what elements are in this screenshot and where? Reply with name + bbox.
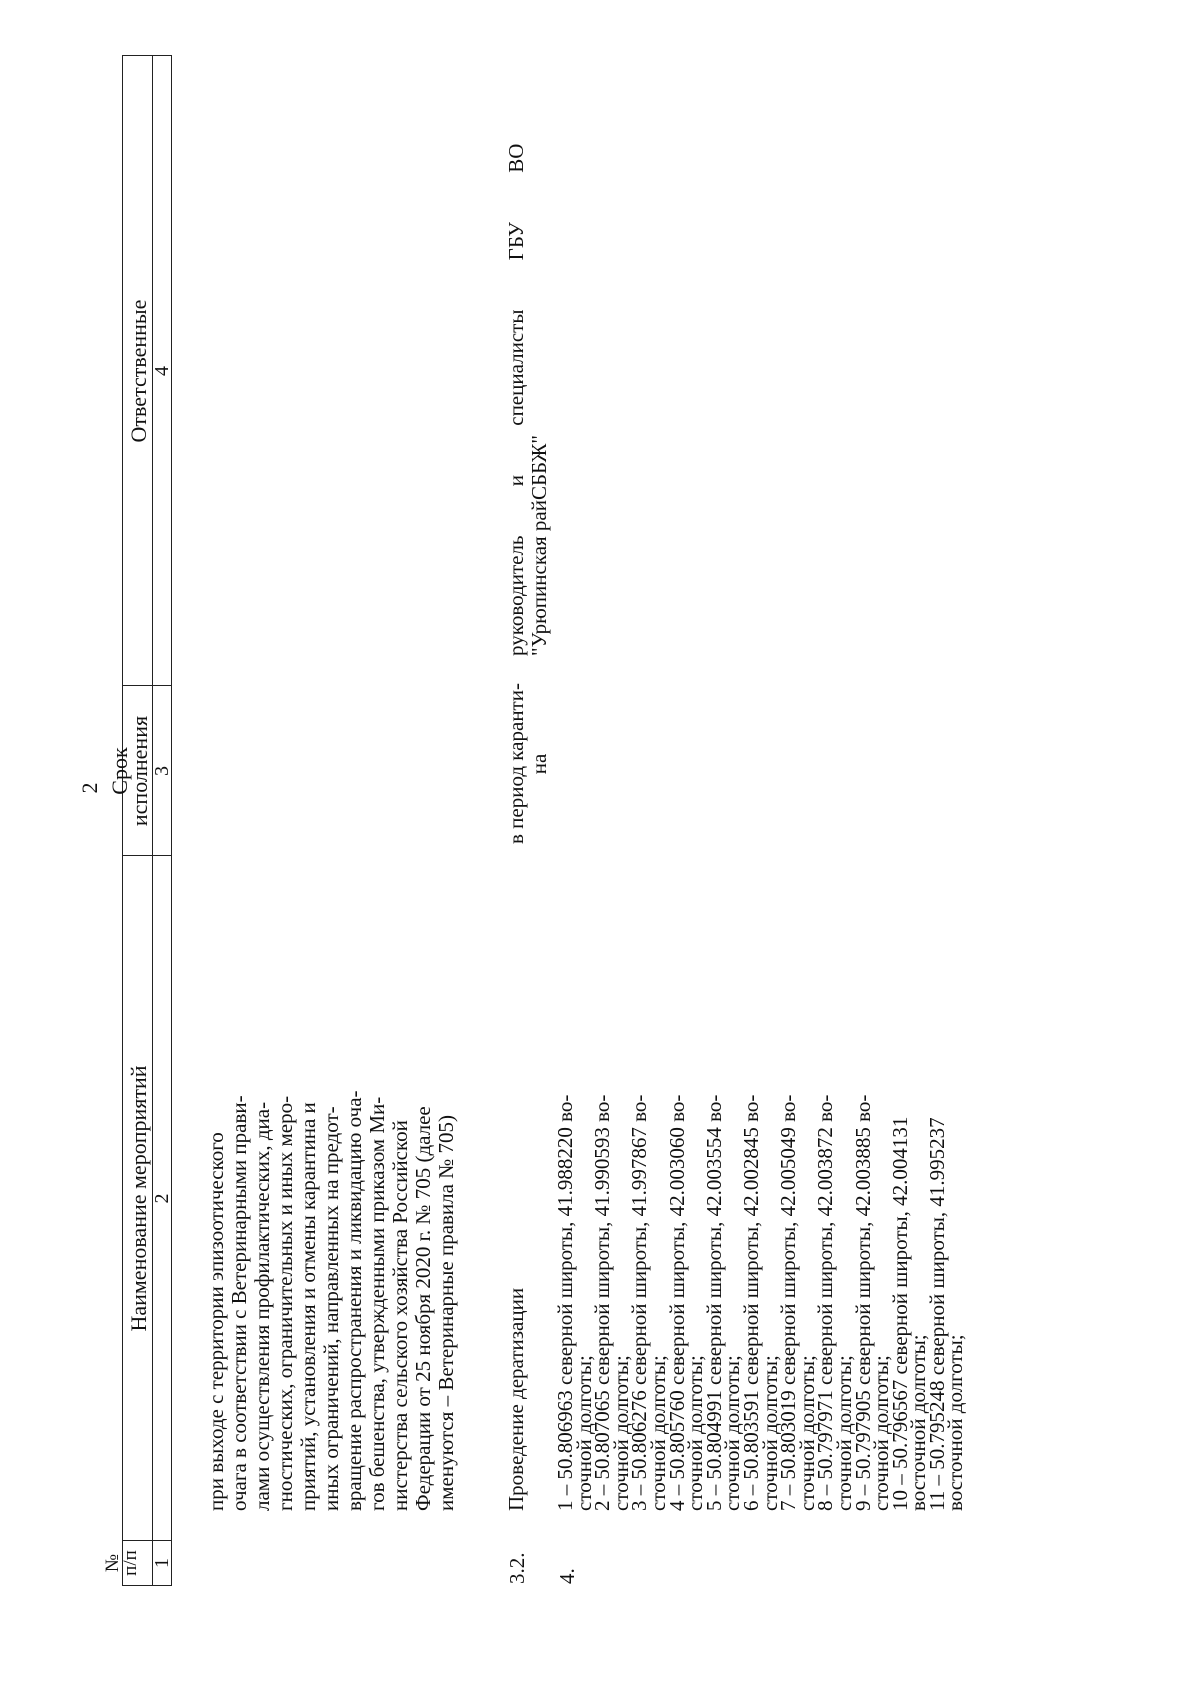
col-number-4: 4 xyxy=(151,366,173,376)
term-line: в период каранти- xyxy=(504,683,528,844)
paragraph-line: очага в соответствии с Ветеринарными прави- xyxy=(227,1095,251,1511)
coordinate-line: сточной долготы; xyxy=(720,1355,745,1511)
coordinate-line: 1 – 50.806963 северной широты, 41.988220 во- xyxy=(553,1094,577,1511)
header-col1-line2: п/п xyxy=(120,1550,141,1576)
header-col3 xyxy=(107,688,152,854)
coordinate-line: 11 – 50.795248 северной широты, 41.995237 xyxy=(924,1117,949,1511)
col-number-3: 3 xyxy=(151,766,173,776)
header-col1-line1: № xyxy=(102,1553,123,1573)
col-separator-2 xyxy=(122,1540,172,1541)
rabies-rules-paragraph xyxy=(205,1066,458,1511)
coordinate-line: сточной долготы; xyxy=(571,1355,596,1511)
paragraph-line: нистерства сельского хозяйства Российской xyxy=(388,1120,412,1511)
responsible-line: "Урюпинская райСББЖ" xyxy=(527,435,551,656)
paragraph-line: при выходе с территории эпизоотического xyxy=(204,1132,228,1511)
coordinate-line: сточной долготы; xyxy=(794,1355,819,1511)
coordinate-line: сточной долготы; xyxy=(608,1355,633,1511)
coordinate-line: восточной долготы; xyxy=(906,1334,931,1511)
row-number: 3.2. xyxy=(505,1552,529,1584)
row-number: 4. xyxy=(555,1568,579,1584)
term-line: на xyxy=(527,753,551,775)
coordinate-line: 9 – 50.797905 северной широты, 42.003885 во- xyxy=(850,1094,875,1511)
col-number-2: 2 xyxy=(151,1193,173,1204)
paragraph-line: приятий, установления и отмены карантина и xyxy=(296,1102,320,1511)
header-col2: Наименование мероприятий xyxy=(126,1065,151,1332)
coordinate-line: сточной долготы; xyxy=(645,1355,670,1511)
coordinate-line: 4 – 50.805760 северной широты, 42.003060 во- xyxy=(664,1094,689,1511)
header-col3-line1: Срок xyxy=(107,747,132,795)
coordinate-line: восточной долготы; xyxy=(943,1334,968,1511)
col-separator-4 xyxy=(122,685,172,686)
responsible-line: руководитель и специалисты ГБУ ВО xyxy=(504,143,528,656)
col-separator-3 xyxy=(122,855,172,856)
coordinate-line: сточной долготы; xyxy=(683,1355,708,1511)
coordinate-line: 5 – 50.804991 северной широты, 42.003554 во- xyxy=(701,1094,726,1511)
coordinate-line: 6 – 50.803591 северной широты, 42.002845 во- xyxy=(738,1094,763,1511)
coordinate-line: 2 – 50.807065 северной широты, 41.990593 во- xyxy=(590,1094,615,1511)
coordinate-line: сточной долготы; xyxy=(831,1355,856,1511)
coordinate-line: 8 – 50.797971 северной широты, 42.003872 во- xyxy=(813,1094,838,1511)
header-col4: Ответственные xyxy=(126,299,151,443)
header-col3-line2: исполнения xyxy=(127,715,152,827)
measure-name: Проведение дератизации xyxy=(504,1287,528,1511)
col-separator-1 xyxy=(122,1585,172,1586)
coordinate-line: 7 – 50.803019 северной широты, 42.005049 во- xyxy=(776,1094,801,1511)
header-col1 xyxy=(104,1542,140,1584)
col-separator-5 xyxy=(122,55,172,56)
responsible-persons xyxy=(505,56,551,656)
paragraph-line: именуются – Ветеринарные правила № 705) xyxy=(434,1115,458,1511)
col-number-1: 1 xyxy=(151,1558,173,1568)
coordinate-list xyxy=(553,1066,968,1511)
paragraph-line: гов бешенства, утвержденными приказом Ми- xyxy=(365,1096,389,1511)
execution-term xyxy=(505,684,551,844)
paragraph-line: лами осуществления профилактических, диа- xyxy=(250,1101,274,1511)
coordinate-line: 10 – 50.796567 северной широты, 42.004131 xyxy=(887,1116,912,1511)
paragraph-line: вращение распространения и ликвидацию оча- xyxy=(342,1090,366,1511)
paragraph-line: Федерации от 25 ноября 2020 г. № 705 (далее xyxy=(411,1106,435,1511)
coordinate-line: 3 – 50.806276 северной широты, 41.997867 во- xyxy=(627,1094,652,1511)
paragraph-line: гностических, ограничительных и иных меро- xyxy=(273,1095,297,1511)
page-number: 2 xyxy=(77,782,102,794)
coordinate-line: сточной долготы; xyxy=(869,1355,894,1511)
paragraph-line: иных ограничений, направленных на предот- xyxy=(319,1106,343,1511)
coordinate-line: сточной долготы; xyxy=(757,1355,782,1511)
